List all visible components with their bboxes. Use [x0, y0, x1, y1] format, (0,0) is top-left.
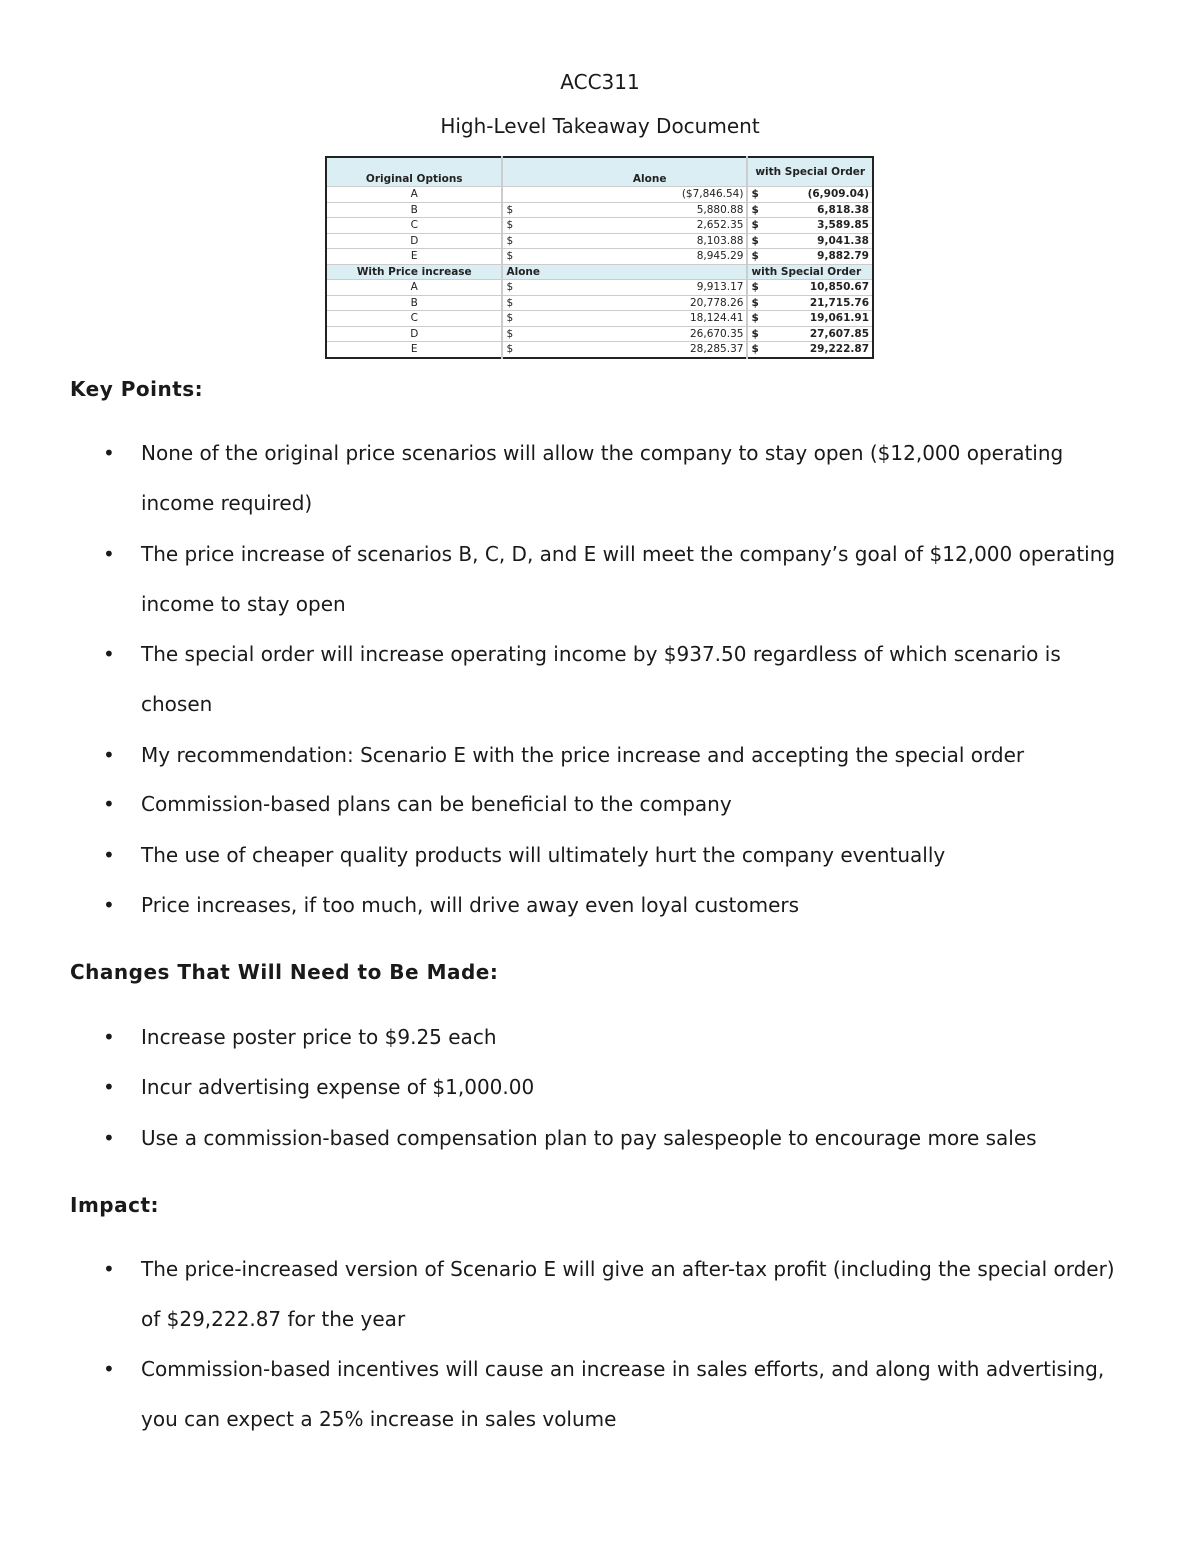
list-item: • The price increase of scenarios B, C, D, and E will meet the company’s goal of $12,000 operating income to stay open [141, 529, 1131, 629]
list-item: • Commission-based incentives will cause an increase in sales efforts, and along with advertising, you can expect a 25% increase in sales volume [141, 1344, 1131, 1444]
option-cell: A [326, 280, 502, 296]
currency-symbol: $ [751, 219, 759, 232]
alone-value: 8,945.29 [696, 250, 744, 263]
alone-cell [502, 218, 747, 234]
special-cell [747, 249, 873, 265]
special-cell [747, 311, 873, 327]
alone-cell [502, 326, 747, 342]
currency-symbol: $ [751, 281, 759, 294]
list-item: • The price-increased version of Scenario E will give an after-tax profit (including the special order) of $29,222.87 for the year [141, 1244, 1131, 1344]
alone-cell [502, 233, 747, 249]
option-cell: C [326, 311, 502, 327]
special-cell [747, 326, 873, 342]
alone-value: ($7,846.54) [681, 188, 744, 201]
currency-symbol: $ [506, 312, 514, 325]
table-row [326, 326, 873, 342]
special-cell [747, 218, 873, 234]
special-cell [747, 295, 873, 311]
special-cell [747, 233, 873, 249]
alone-value: 8,103.88 [696, 234, 744, 247]
option-cell: B [326, 295, 502, 311]
alone-cell [502, 311, 747, 327]
header-alone: Alone [502, 157, 747, 187]
currency-symbol: $ [751, 343, 759, 356]
table-row [326, 280, 873, 296]
alone-value: 2,652.35 [696, 219, 744, 232]
currency-symbol: $ [751, 203, 759, 216]
alone-value: 26,670.35 [690, 327, 744, 340]
currency-symbol: $ [506, 234, 514, 247]
special-value: 27,607.85 [809, 327, 869, 340]
list-item: • None of the original price scenarios will allow the company to stay open ($12,000 operating income required) [141, 428, 1131, 528]
alone-value: 5,880.88 [696, 203, 744, 216]
special-value: (6,909.04) [807, 188, 869, 201]
currency-symbol: $ [506, 203, 514, 216]
changes-heading: Changes That Will Need to Be Made: [70, 960, 499, 984]
alone-value: 20,778.26 [690, 296, 744, 309]
currency-symbol: $ [751, 327, 759, 340]
alone-value: 18,124.41 [690, 312, 744, 325]
currency-symbol: $ [751, 234, 759, 247]
table-row [326, 249, 873, 265]
table-header-row [326, 157, 873, 187]
list-item: • Use a commission-based compensation plan to pay salespeople to encourage more sales [141, 1113, 1131, 1163]
table-row [326, 187, 873, 203]
special-value: 6,818.38 [817, 203, 869, 216]
alone-cell [502, 187, 747, 203]
special-cell [747, 342, 873, 358]
alone-cell [502, 280, 747, 296]
special-value: 9,041.38 [817, 234, 869, 247]
document-title: High-Level Takeaway Document [440, 114, 760, 138]
alone-cell [502, 249, 747, 265]
key-points-heading: Key Points: [70, 377, 204, 401]
table-header-row [326, 264, 873, 280]
list-item: • Commission-based plans can be beneficial to the company [141, 779, 1131, 829]
special-cell [747, 202, 873, 218]
table-row [326, 342, 873, 358]
table-row [326, 311, 873, 327]
list-item: • The special order will increase operating income by $937.50 regardless of which scenario is chosen [141, 629, 1131, 729]
table-row [326, 295, 873, 311]
header-label: With Price increase [326, 264, 502, 280]
currency-symbol: $ [506, 219, 514, 232]
scenario-table [325, 156, 874, 359]
currency-symbol: $ [506, 343, 514, 356]
special-value: 19,061.91 [809, 312, 869, 325]
alone-value: 9,913.17 [696, 281, 744, 294]
special-cell [747, 187, 873, 203]
list-item: • Price increases, if too much, will drive away even loyal customers [141, 880, 1131, 930]
special-value: 3,589.85 [817, 219, 869, 232]
option-cell: D [326, 326, 502, 342]
option-cell: D [326, 233, 502, 249]
currency-symbol: $ [751, 296, 759, 309]
header-alone: Alone [502, 264, 747, 280]
option-cell: A [326, 187, 502, 203]
course-title: ACC311 [560, 70, 640, 94]
table-row [326, 218, 873, 234]
table-row [326, 202, 873, 218]
list-item: • Incur advertising expense of $1,000.00 [141, 1062, 1131, 1112]
option-cell: B [326, 202, 502, 218]
table-row [326, 233, 873, 249]
header-special: with Special Order [747, 264, 873, 280]
currency-symbol: $ [506, 250, 514, 263]
alone-cell [502, 342, 747, 358]
alone-value: 28,285.37 [690, 343, 744, 356]
list-item: • My recommendation: Scenario E with the price increase and accepting the special order [141, 730, 1131, 780]
special-value: 9,882.79 [817, 250, 869, 263]
list-item: • Increase poster price to $9.25 each [141, 1012, 1131, 1062]
special-value: 29,222.87 [809, 343, 869, 356]
special-value: 10,850.67 [809, 281, 869, 294]
impact-heading: Impact: [70, 1193, 160, 1217]
option-cell: C [326, 218, 502, 234]
currency-symbol: $ [506, 281, 514, 294]
alone-cell [502, 202, 747, 218]
currency-symbol: $ [506, 327, 514, 340]
special-value: 21,715.76 [809, 296, 869, 309]
header-label: Original Options [326, 157, 502, 187]
option-cell: E [326, 249, 502, 265]
option-cell: E [326, 342, 502, 358]
list-item: • The use of cheaper quality products will ultimately hurt the company eventually [141, 830, 1131, 880]
special-cell [747, 280, 873, 296]
header-special: with Special Order [747, 157, 873, 187]
alone-cell [502, 295, 747, 311]
currency-symbol: $ [751, 250, 759, 263]
currency-symbol: $ [751, 312, 759, 325]
currency-symbol: $ [751, 188, 759, 201]
currency-symbol: $ [506, 296, 514, 309]
